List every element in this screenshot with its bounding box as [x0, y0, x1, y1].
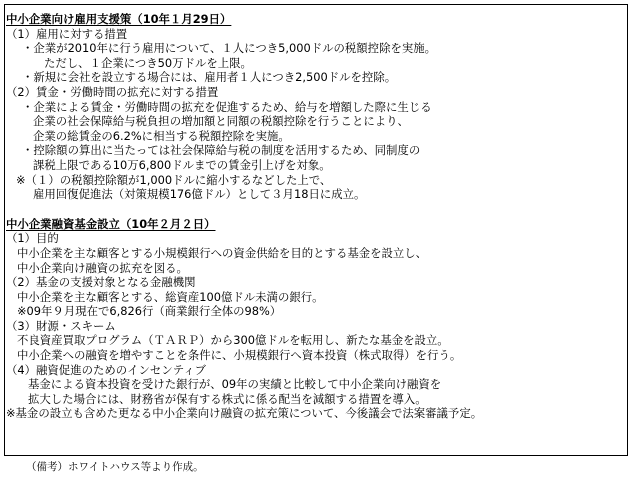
- section2-heading: 中小企業融資基金設立（10年２月２日）: [6, 216, 216, 231]
- section2-subheading-incentive: （4）融資促進のためのインセンティブ: [6, 362, 206, 377]
- section2-subheading-funding: （3）財源・スキーム: [6, 318, 116, 333]
- section2-text: 中小企業向け融資の拡充を図る。: [17, 260, 188, 275]
- section2-text: 不良資産買取プログラム（ＴＡＲＰ）から300億ドルを転用し、新たな基金を設立。: [17, 333, 449, 348]
- section2-note: ※基金の設立も含めた更なる中小企業向け融資の拡充策について、今後議会で法案審議予定。: [6, 406, 483, 421]
- section1-bullet-continuation: ただし、１企業につき50万ドルを上限。: [44, 55, 252, 70]
- section1-bullet-continuation: 課税上限である10万6,800ドルまでの賃金引上げを対象。: [33, 157, 331, 172]
- section1-bullet-continuation: 企業の総賃金の6.2%に相当する税額控除を実施。: [33, 128, 290, 143]
- section1-bullet: ・企業が2010年に行う雇用について、１人につき5,000ドルの税額控除を実施。: [22, 41, 437, 56]
- section1-subheading-employment: （1）雇用に対する措置: [6, 26, 128, 41]
- section1-bullet-continuation: 企業の社会保障給与税負担の増加額と同額の税額控除を行うことにより、: [33, 114, 409, 129]
- section1-note-continuation: 雇用回復促進法（対策規模176億ドル）として３月18日に成立。: [33, 187, 366, 202]
- section1-heading: 中小企業向け雇用支援策（10年１月29日）: [6, 12, 232, 26]
- section2-text: 中小企業を主な顧客とする、総資産100億ドル未満の銀行。: [17, 289, 324, 304]
- section1-bullet: ・控除額の算出に当たっては社会保障給与税の制度を活用するため、同制度の: [22, 143, 421, 158]
- section1-subheading-wages: （2）賃金・労働時間の拡充に対する措置: [6, 84, 219, 99]
- section2-text: 拡大した場合には、財務省が保有する株式に係る配当を減額する措置を導入。: [28, 391, 427, 406]
- source-footnote: （備考）ホワイトハウス等より作成。: [26, 461, 204, 473]
- section1-note: ※（１）の税額控除額が1,000ドルに縮小するなどした上で、: [16, 172, 332, 187]
- section2-subheading-target: （2）基金の支援対象となる金融機関: [6, 275, 196, 290]
- section1-bullet: ・企業による賃金・労働時間の拡充を促進するため、給与を増額した際に生じる: [22, 99, 432, 114]
- section2-text: 中小企業への融資を増やすことを条件に、小規模銀行へ資本投資（株式取得）を行う。: [17, 348, 462, 363]
- document-body: [6, 12, 622, 421]
- section2-text: 基金による資本投資を受けた銀行が、09年の実績と比較して中小企業向け融資を: [28, 377, 442, 392]
- section1-bullet: ・新規に会社を設立する場合には、雇用者１人につき2,500ドルを控除。: [22, 70, 397, 85]
- section2-subheading-purpose: （1）目的: [6, 231, 59, 246]
- section2-note: ※09年９月現在で6,826行（商業銀行全体の98%）: [17, 304, 282, 319]
- section2-text: 中小企業を主な顧客とする小規模銀行への資金供給を目的とする基金を設立し、: [17, 245, 428, 260]
